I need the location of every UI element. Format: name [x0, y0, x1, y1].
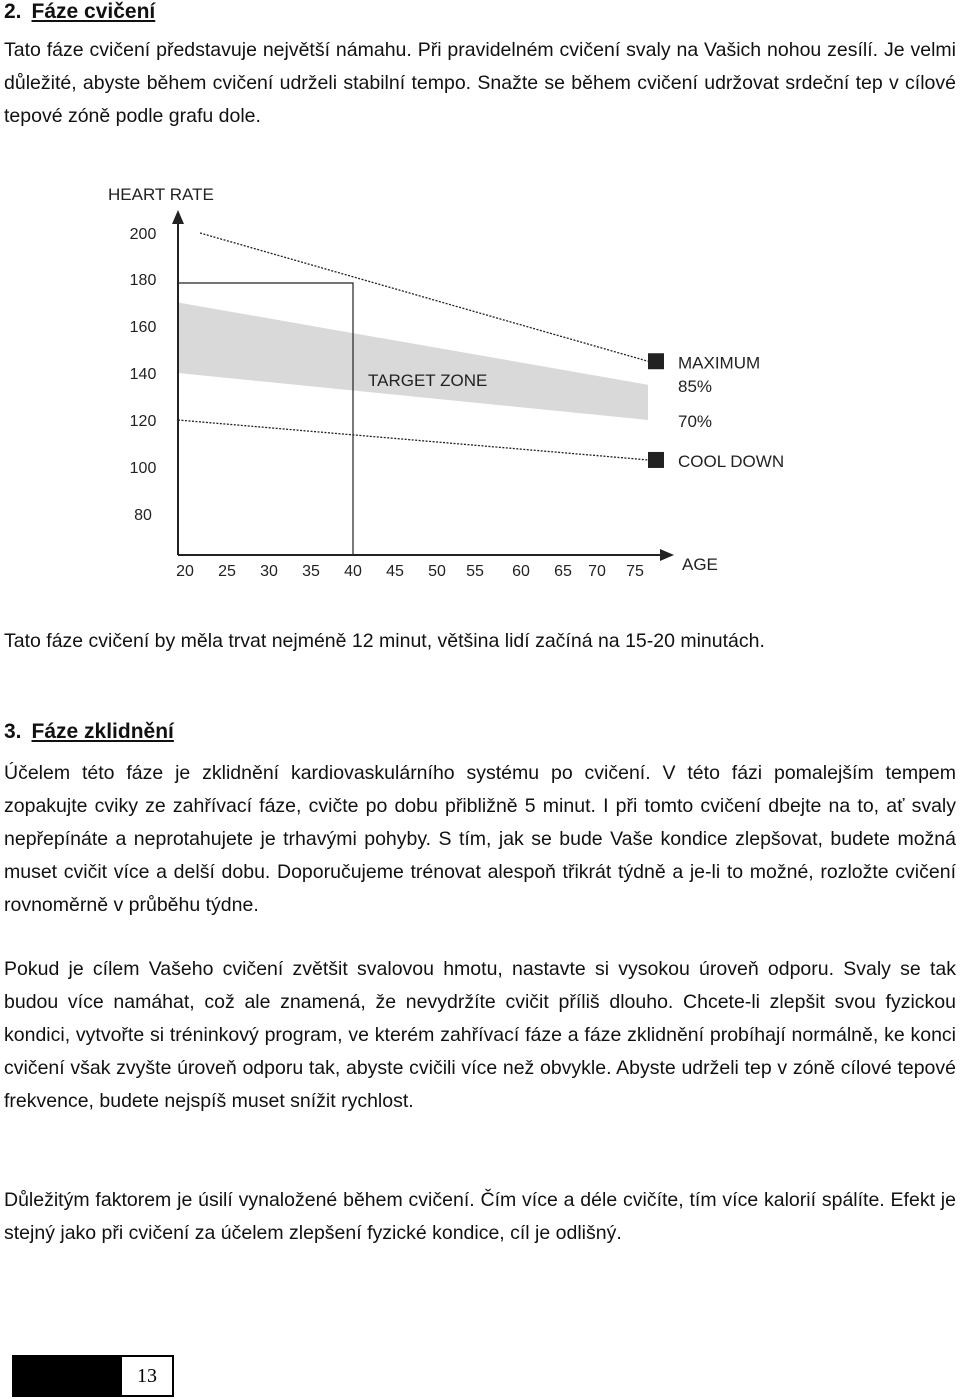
x-tick-label: 45 — [386, 563, 404, 580]
x-tick-label: 30 — [260, 563, 278, 580]
legend-marker-icon — [648, 353, 664, 369]
cool-down-line — [178, 420, 648, 460]
y-axis-label: HEART RATE — [108, 185, 214, 204]
legend-marker-icon — [648, 452, 664, 468]
target-zone-band — [178, 303, 648, 421]
page-number: 13 — [122, 1357, 172, 1395]
x-tick-label: 25 — [218, 563, 236, 580]
y-tick-label: 80 — [134, 507, 152, 524]
section-title: Fáze cvičení — [31, 0, 156, 23]
section-number: 3. — [4, 720, 22, 743]
legend-label: MAXIMUM — [678, 353, 761, 373]
y-tick-label: 120 — [129, 413, 157, 430]
x-tick-label: 55 — [466, 563, 484, 580]
heart-rate-chart — [0, 170, 960, 590]
section-3-heading — [4, 720, 174, 744]
section-3-paragraph-3: Důležitým faktorem je úsilí vynaložené během cvičení. Čím více a déle cvičíte, tím více kalorií spálíte. Efekt je stejný jako při cvičení za účelem zlepšení fyzické kondice, cíl je odlišný. — [4, 1189, 956, 1244]
x-tick-label: 35 — [302, 563, 320, 580]
section-2-intro: Tato fáze cvičení představuje největší námahu. Při pravidelném cvičení svaly na Vašich nohou zesílí. Je velmi důležité, abyste během cvičení udrželi stabilní tempo. Snažte se během cvičení udržovat srdeční tep v cílové tepové zóně podle grafu dole. — [4, 39, 956, 127]
page-number-badge — [12, 1355, 174, 1397]
section-3-paragraph-1: Účelem této fáze je zklidnění kardiovaskulárního systému po cvičení. V této fázi pomalejším tempem zopakujte cviky ze zahřívací fáze, cvičte po dobu přibližně 5 minut. I při tomto cvičení dbejte na to, ať svaly nepřepínáte a neprotahujete je trhavými pohyby. S tím, jak se bude Vaše kondice zlepšovat, budete možná muset cvičit více a delší dobu. Doporučujeme trénovat alespoň třikrát týdně a je-li to možné, rozložte cvičení rovnoměrně v průběhu týdne. — [4, 762, 956, 916]
x-axis-arrow-icon — [660, 549, 674, 561]
section-2-heading — [4, 0, 155, 24]
section-title: Fáze zklidnění — [31, 720, 174, 743]
x-tick-label: 20 — [176, 563, 194, 580]
target-zone-label: TARGET ZONE — [368, 371, 488, 390]
x-tick-label: 50 — [428, 563, 446, 580]
x-tick-label: 75 — [626, 563, 644, 580]
x-tick-label: 70 — [588, 563, 606, 580]
x-axis-label: AGE — [682, 555, 718, 574]
x-tick-label: 65 — [554, 563, 572, 580]
y-axis-arrow-icon — [172, 210, 184, 224]
section-3-paragraph-2: Pokud je cílem Vašeho cvičení zvětšit svalovou hmotu, nastavte si vysokou úroveň odporu. Svaly se tak budou více namáhat, což ale znamená, že nevydržíte cvičit příliš dlouho. Chcete-li zlepšit svou fyzickou kondici, vytvořte si tréninkový program, ve kterém zahřívací fáze a fáze zklidnění probíhají normálně, ke konci cvičení však zvyšte úroveň odporu tak, abyste cvičili více než obvykle. Abyste udrželi tep v zóně cílové tepové frekvence, budete nejspíš muset snížit rychlost. — [4, 958, 956, 1112]
y-tick-label: 200 — [129, 226, 157, 243]
y-tick-label: 180 — [129, 272, 157, 289]
section-number: 2. — [4, 0, 22, 23]
x-tick-label: 60 — [512, 563, 530, 580]
x-tick-label: 40 — [344, 563, 362, 580]
y-tick-label: 140 — [129, 366, 157, 383]
legend-label: 85% — [678, 376, 713, 396]
legend-label: 70% — [678, 412, 713, 431]
legend-label: COOL DOWN — [678, 451, 785, 471]
duration-note: Tato fáze cvičení by měla trvat nejméně 12 minut, většina lidí začíná na 15-20 minutách. — [4, 630, 765, 652]
y-tick-label: 100 — [129, 460, 157, 477]
y-tick-label: 160 — [129, 319, 157, 336]
